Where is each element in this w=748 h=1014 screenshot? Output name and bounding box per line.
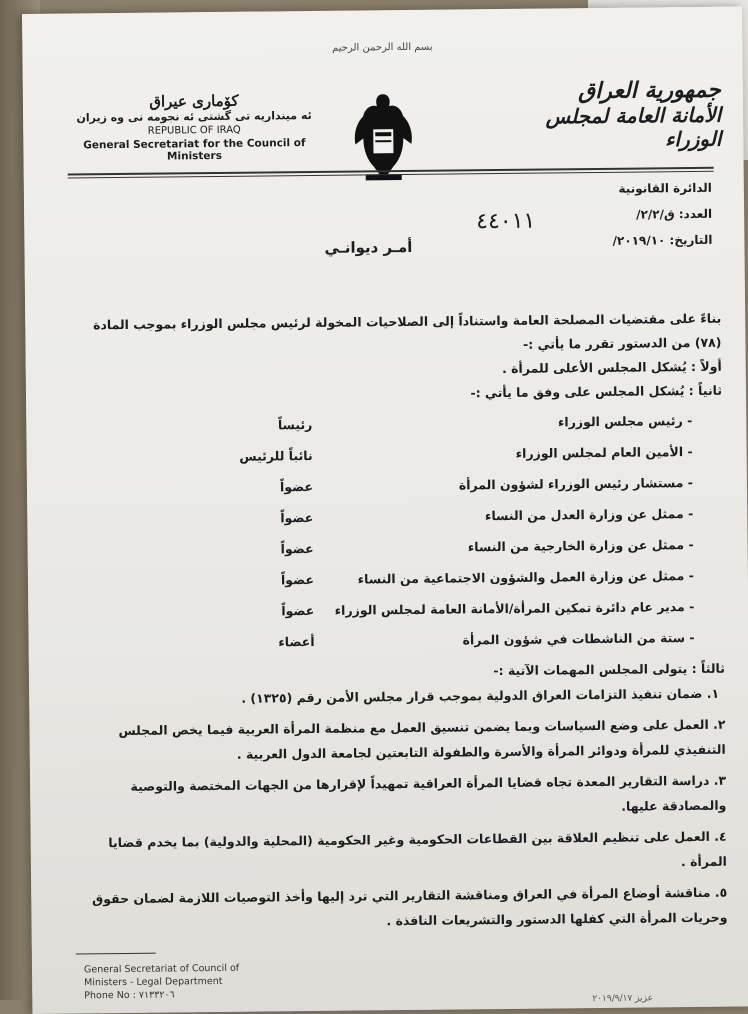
member-name: - ممثل عن وزارة الخارجية من النساء [467,536,694,555]
meta-block [612,175,713,254]
task-item: ٤. العمل على تنظيم العلاقة بين القطاعات الحكومية وغير الحكومية (المحلية والدولية) بما يخدم قضايا المرأة . [108,828,727,870]
members-list [78,405,725,660]
member-name: - ستة من الناشطات في شؤون المرأة [462,629,695,648]
member-name: - مدير عام دائرة تمكين المرأة/الأمانة العامة لمجلس الوزراء [334,598,695,618]
footer-line-2: Ministers - Legal Department [84,975,223,989]
member-role: عضواً [280,509,314,526]
member-role: نائباً للرئيس [239,447,313,464]
member-name: - رئيس مجلس الوزراء [557,413,693,430]
bismillah: بسم الله الرحمن الرحيم [332,41,433,54]
member-role: عضواً [279,478,314,495]
document-body [77,307,727,937]
date-row [612,227,712,254]
task-item: ٣. دراسة التقارير المعدة تجاه قضايا المرأة العراقية تمهيداً لإقرارها من الجهات المختصة والتوصية والمصادقة عليها. [130,772,727,814]
footer-phone: Phone No : ٧١٣٣٢٠٦ [84,989,175,1002]
number-label: العدد: ق/٢/٢/ [636,206,713,222]
footer-rule [76,953,156,955]
member-role: عضواً [280,571,315,588]
task-item: ٥. مناقشة أوضاع المرأة في العراق ومناقشة التقارير التي ترد إليها وأخذ التوصيات اللازمة لضمان حقوق وحريات المرأة التي كفلها الدستور والتشريعات النافذة . [91,884,728,929]
arabic-secretariat: الأمانة العامة لمجلس الوزراء [545,102,722,152]
member-name: - ممثل عن وزارة العدل من النساء [484,505,694,524]
date-value: ٢٠١٩/١٠/ [612,233,666,248]
registration-number: ٤٤٠١١ [476,208,536,235]
list-item [80,622,724,660]
department: الدائرة القانونية [618,180,712,196]
arabic-republic: جمهورية العراق [577,76,721,105]
date-label: التاريخ: [669,232,713,248]
secretariat-en: General Secretariat for the Council of Ministers [83,137,306,163]
member-role: أعضاء [278,633,315,650]
clause-first: أولاً : يُشكل المجلس الأعلى للمرأة . [501,358,722,376]
footer-block [84,962,240,1003]
clause-third: ثالثاً : يتولى المجلس المهمات الآتية :- [493,660,725,679]
member-name: - ممثل عن وزارة العمل والشؤون الاجتماعية من النساء [357,567,694,587]
clause-second: ثانياً : يُشكل المجلس على وفق ما يأتي :- [470,382,723,401]
member-role: رئيساً [277,416,313,433]
kurdish-title: كۆماری عیراق [149,91,239,111]
member-name: - الأمين العام لمجلس الوزراء [515,444,693,461]
intro-paragraph: بناءً على مقتضيات المصلحة العامة واستناداً إلى الصلاحيات المخولة لرئيس مجلس الوزراء بموجب المادة (٧٨) من الدستور تقرر ما يأتي :- [92,310,722,352]
task-item: ٢. العمل على وضع السياسات وبما يضمن تنسيق العمل مع منظمة المرأة العربية فيما يخص المجلس التنفيذي للمرأة ودوائر المرأة والأسرة والطفولة التابعتين لجامعة الدول العربية . [118,716,726,762]
header-right [491,77,722,153]
kurdish-subtitle: ئه مینداریه تی گشتی ئه نجومه نی وه زیران [76,108,312,125]
member-name: - مستشار رئيس الوزراء لشؤون المرأة [458,475,694,493]
member-role: عضواً [280,540,314,557]
document-page [22,6,748,1013]
order-title: أمـر ديوانـي [324,237,413,257]
header-left [69,91,320,164]
task-item: ١. ضمان تنفيذ التزامات العراق الدولية بموجب قرار مجلس الأمن رقم (١٣٢٥) . [241,685,720,706]
member-role: عضواً [281,602,315,619]
footer-date: عزيز ٢٠١٩/٩/١٧ [592,993,653,1005]
republic-en: REPUBLIC OF IRAQ [147,124,241,137]
footer-line-1: General Secretariat of Council of [83,962,240,976]
